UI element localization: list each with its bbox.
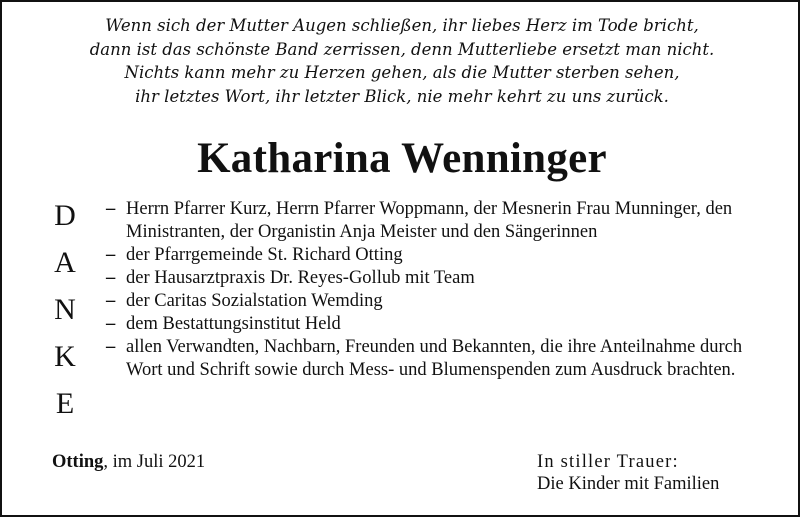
deceased-name: Katharina Wenninger [197,135,607,182]
poem-line: dann ist das schönste Band zerrissen, denn Mutterliebe ersetzt man nicht. [89,39,715,59]
list-item [106,290,746,313]
thanks-text: der Pfarrgemeinde St. Richard Otting [126,245,403,265]
dash-bullet: – [106,199,116,219]
list-item [106,336,746,382]
danke-letter: E [55,387,75,420]
danke-letter: A [54,246,76,279]
list-item [106,198,746,244]
place-date [52,452,205,473]
danke-letter: K [54,340,76,373]
list-item [106,267,746,290]
list-item [106,244,746,267]
bereaved-family: Die Kinder mit Familien [537,474,720,494]
thanks-text: allen Verwandten, Nachbarn, Freunden und Bekannten, die ihre Anteilnahme durch Wort und Schrift sowie durch Mess- und Blumenspenden zum Ausdruck brachten. [126,337,743,380]
memorial-poem [2,14,800,108]
thanks-text: der Hausarztpraxis Dr. Reyes-Gollub mit Team [126,268,475,288]
thanks-list [106,198,746,382]
dash-bullet: – [106,245,116,265]
poem-line: Nichts kann mehr zu Herzen gehen, als die Mutter sterben sehen, [124,63,680,82]
danke-letter: N [54,293,76,326]
thanks-text: der Caritas Sozialstation Wemding [126,291,383,311]
list-item [106,313,746,336]
poem-line: Wenn sich der Mutter Augen schließen, ihr liebes Herz im Tode bricht, [105,16,699,35]
thanks-text: Herrn Pfarrer Kurz, Herrn Pfarrer Woppmann, der Mesnerin Frau Munninger, den Ministranten, der Organistin Anja Meister und den Sängerinnen [126,199,733,242]
dash-bullet: – [106,291,116,311]
dash-bullet: – [106,314,116,334]
dash-bullet: – [106,337,116,357]
poem-line: ihr letztes Wort, ihr letzter Blick, nie mehr kehrt zu uns zurück. [135,86,669,106]
danke-vertical [52,192,78,427]
mourning-heading: In stiller Trauer: [537,452,679,472]
date-text: , im Juli 2021 [103,452,206,472]
dash-bullet: – [106,268,116,288]
danke-letter: D [54,199,76,232]
thanks-text: dem Bestattungsinstitut Held [126,314,341,334]
place-name: Otting [52,452,104,472]
